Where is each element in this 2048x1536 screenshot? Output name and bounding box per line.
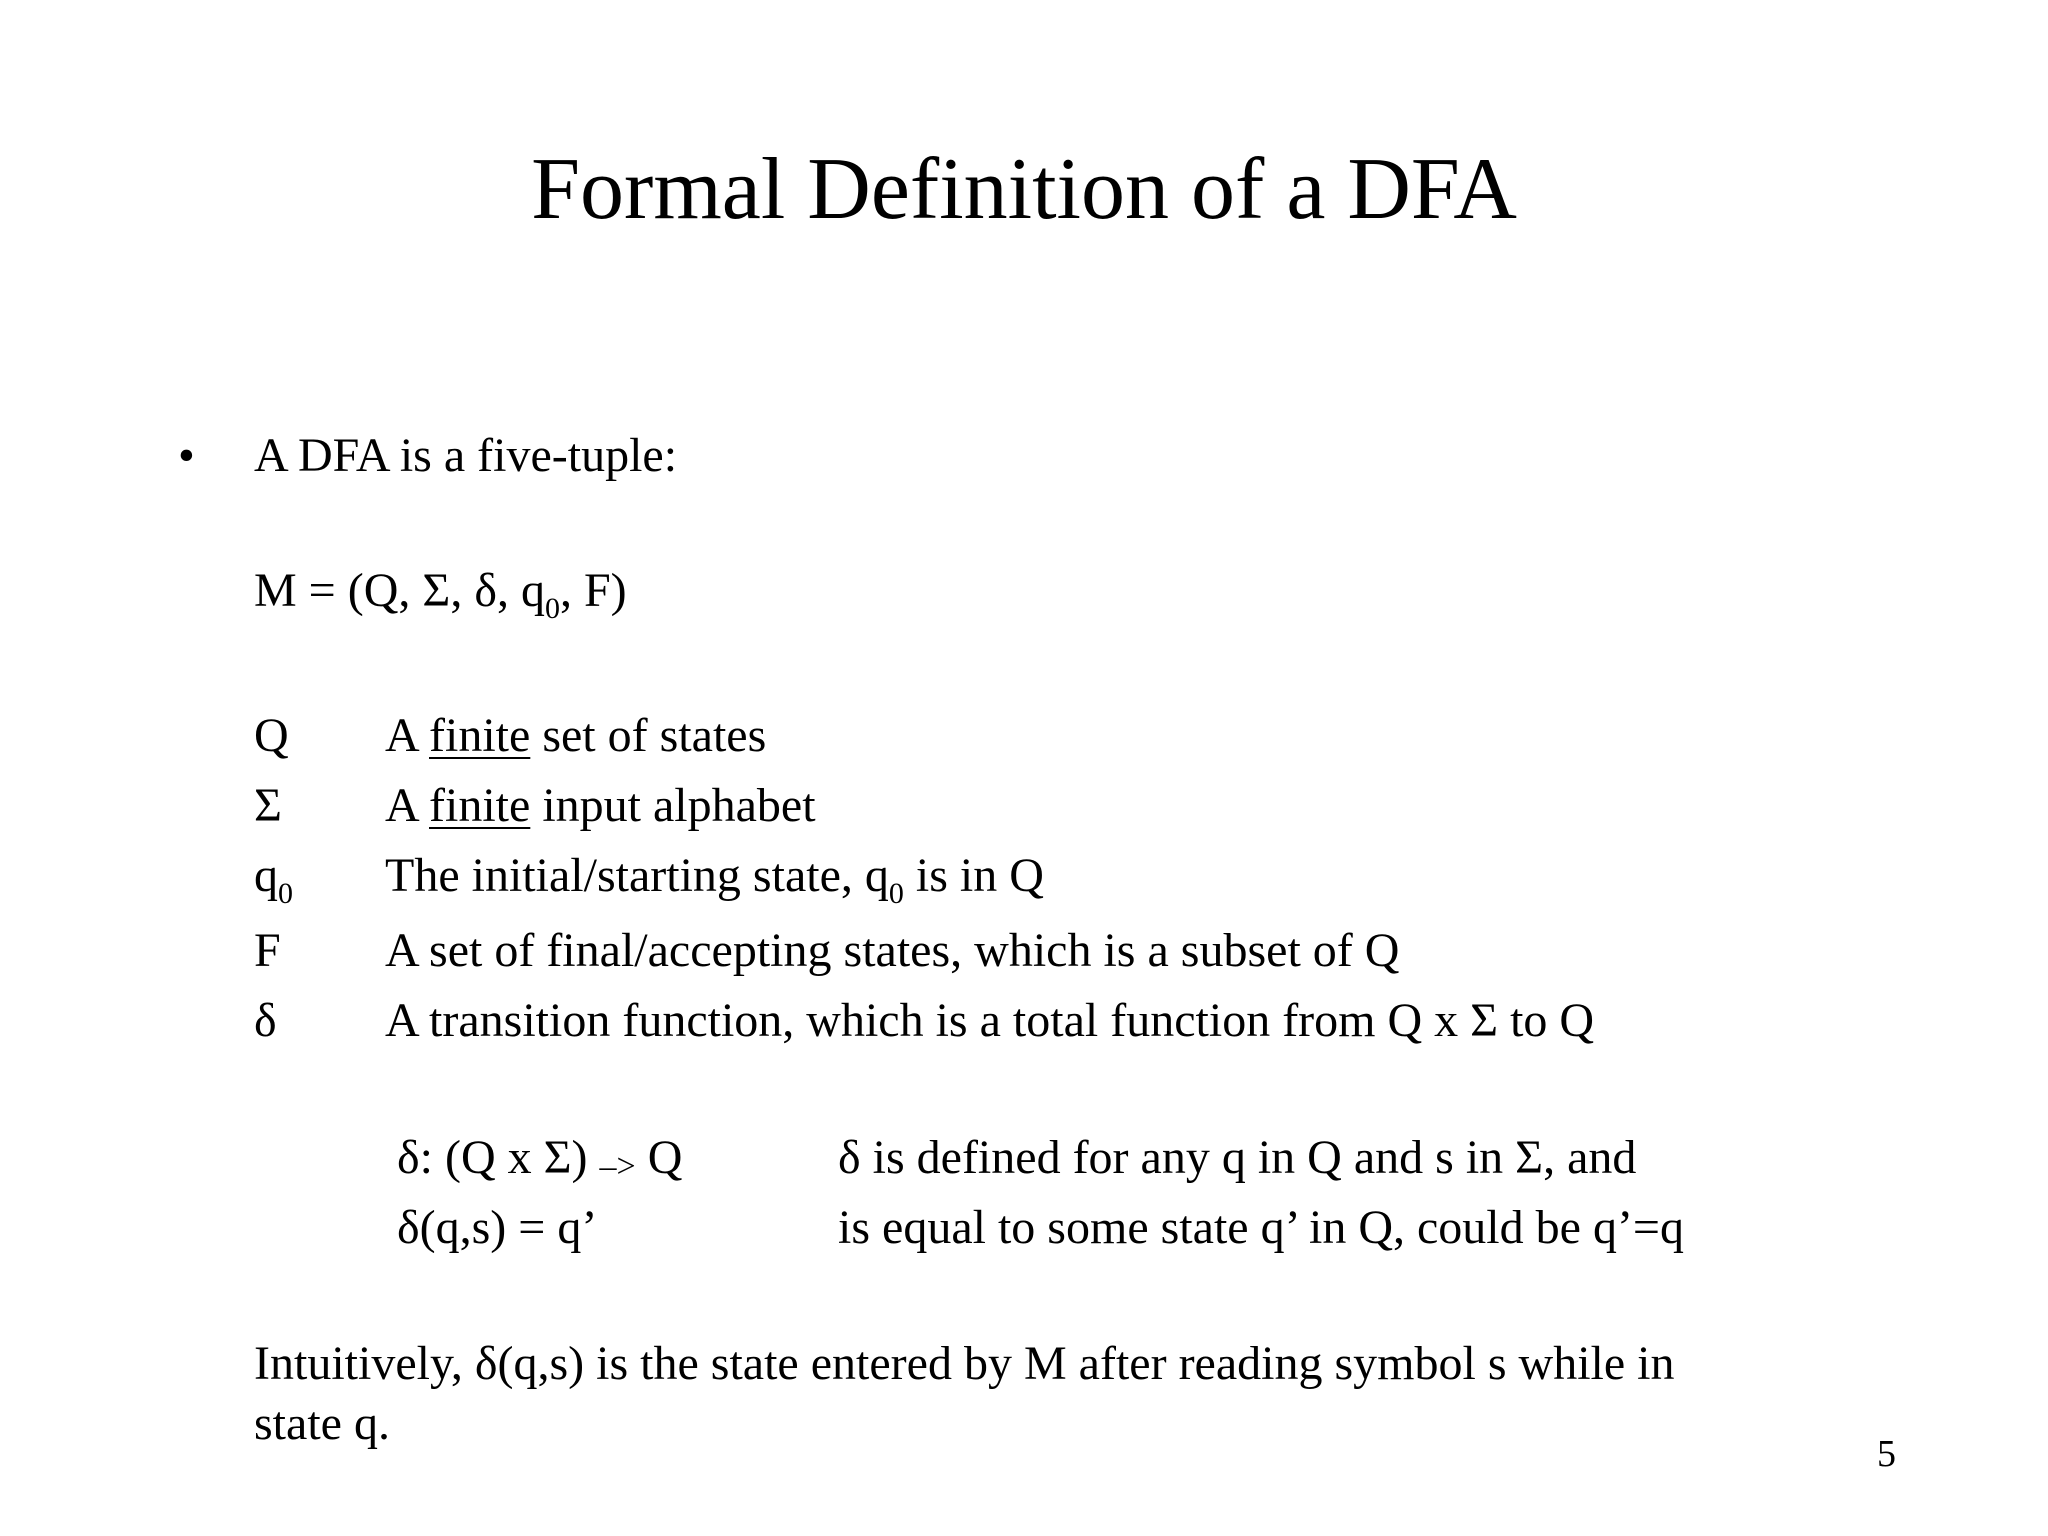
- tuple-prefix: M = (Q, Σ, δ, q: [254, 564, 545, 617]
- intuition-line-2: state q.: [254, 1397, 390, 1450]
- def-q0-symbol-base: q: [254, 849, 278, 902]
- def-q-underlined: finite: [429, 709, 531, 762]
- bullet-text: A DFA is a five-tuple:: [254, 429, 678, 482]
- arrow-icon: –>: [599, 1148, 636, 1185]
- tuple-definition: [254, 563, 627, 625]
- def-q0-symbol-sub: 0: [278, 877, 293, 910]
- transition-note-1: δ is defined for any q in Q and s in Σ, and: [838, 1131, 1637, 1184]
- def-delta-symbol: δ: [254, 994, 277, 1047]
- def-sigma-symbol: Σ: [254, 779, 282, 832]
- def-q0-sub: 0: [888, 877, 904, 910]
- intuition-line-1: Intuitively, δ(q,s) is the state entered by M after reading symbol s while in: [254, 1337, 1675, 1390]
- def-sigma-post: input alphabet: [530, 779, 816, 832]
- def-sigma-pre: A: [385, 779, 430, 832]
- def-sigma-underlined: finite: [429, 779, 531, 832]
- def-q0-text: [385, 848, 1044, 910]
- page-number: 5: [1877, 1433, 1896, 1475]
- tuple-suffix: , F): [559, 564, 627, 617]
- bullet-marker: •: [178, 429, 195, 482]
- def-q0-post: is in Q: [903, 849, 1044, 902]
- transition-signature: [397, 1130, 682, 1191]
- slide-title: Formal Definition of a DFA: [531, 141, 1517, 238]
- transition-signature-post: Q: [635, 1131, 683, 1184]
- transition-signature-pre: δ: (Q x Σ): [397, 1131, 600, 1184]
- def-f-text: A set of final/accepting states, which is a subset of Q: [385, 924, 1400, 977]
- transition-mapping: δ(q,s) = q’: [397, 1201, 598, 1254]
- def-q-post: set of states: [530, 709, 767, 762]
- transition-note-2: is equal to some state q’ in Q, could be q’=q: [838, 1201, 1684, 1254]
- def-q-symbol: Q: [254, 709, 289, 762]
- def-q-pre: A: [385, 709, 430, 762]
- tuple-subscript: 0: [544, 592, 560, 625]
- def-delta-text: A transition function, which is a total function from Q x Σ to Q: [385, 994, 1595, 1047]
- def-q0-pre: The initial/starting state, q: [385, 849, 889, 902]
- def-q-text: [385, 708, 766, 764]
- def-q0-symbol: [254, 848, 293, 910]
- def-f-symbol: F: [254, 924, 281, 977]
- def-sigma-text: [385, 778, 816, 834]
